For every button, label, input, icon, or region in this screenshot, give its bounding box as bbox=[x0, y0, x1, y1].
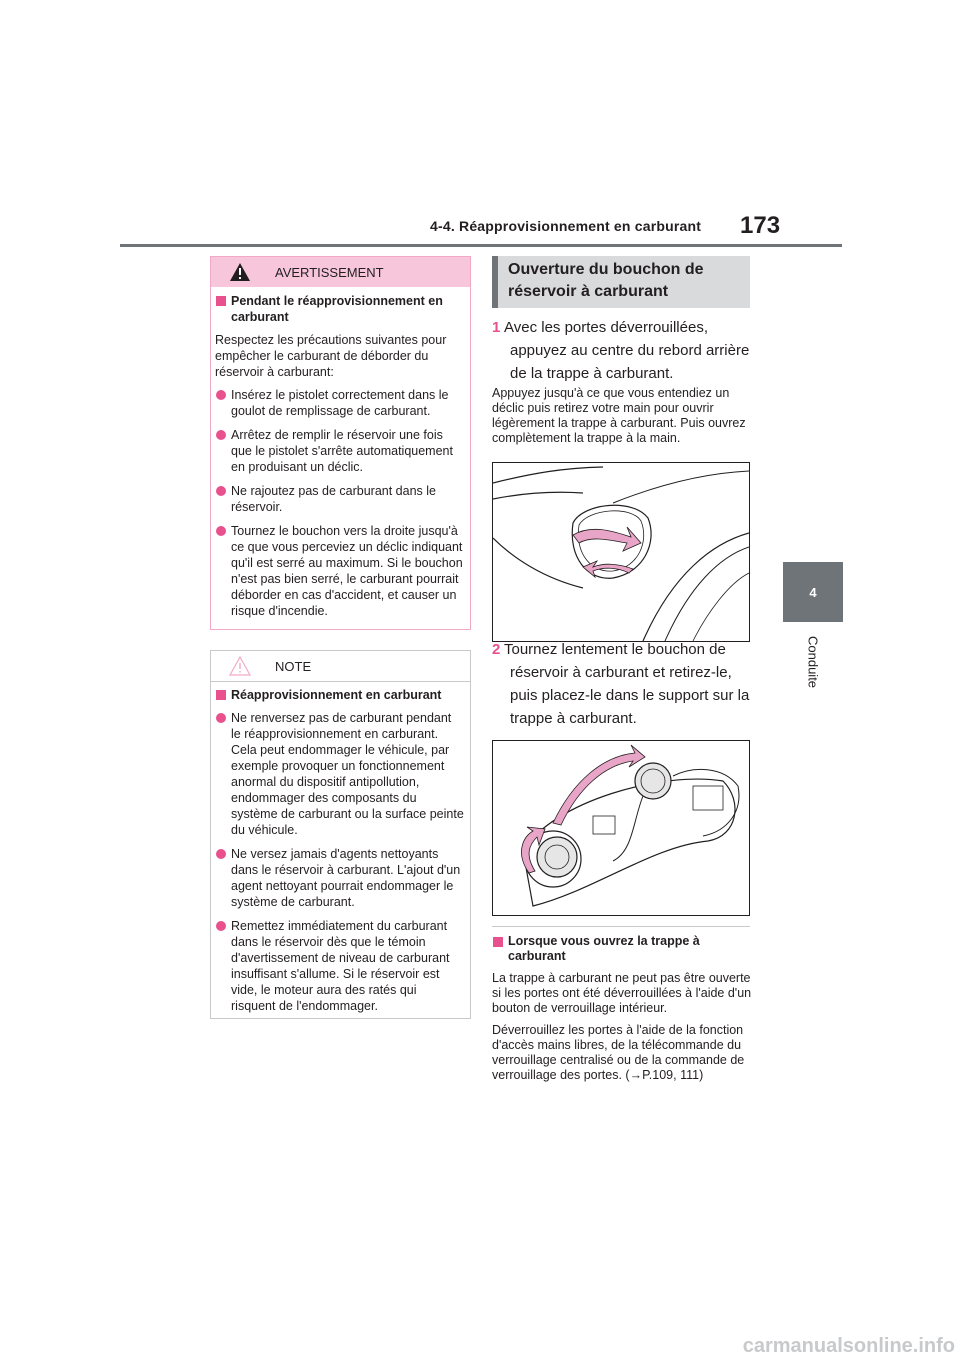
square-bullet-icon bbox=[216, 690, 226, 700]
bullet-dot-icon bbox=[216, 713, 226, 723]
warning-header bbox=[211, 257, 470, 287]
bullet-dot-icon bbox=[216, 430, 226, 440]
warning-bullet: Arrêtez de remplir le réservoir une fois que le pistolet s'arrête automatiquement en produisant un déclic. bbox=[215, 427, 464, 475]
note-title: NOTE bbox=[275, 658, 312, 674]
chapter-label: Conduite bbox=[805, 635, 821, 689]
warning-intro: Respectez les précautions suivantes pour empêcher le carburant de déborder du réservoir à carburant: bbox=[215, 333, 447, 379]
info-paragraph-1: La trappe à carburant ne peut pas être ouverte si les portes ont été déverrouillées à l'aide d'un bouton de verrouillage intérieur. bbox=[492, 971, 752, 1015]
info-block bbox=[492, 934, 752, 1090]
fuel-cap-removal-illustration bbox=[492, 740, 750, 916]
note-header bbox=[211, 651, 470, 682]
note-bullet: Ne renversez pas de carburant pendant le réapprovisionnement en carburant. Cela peut endommager le véhicule, par exemple provoquer un fonctionnement anormal du dispositif antipollution, endommager des composants du système de carburant ou la surface peinte du véhicule. bbox=[215, 710, 464, 838]
fuel-door-open-drawing bbox=[493, 463, 749, 641]
fuel-cap-removal-drawing bbox=[493, 741, 749, 915]
svg-text:carmanualsonline.info: carmanualsonline.info bbox=[742, 1335, 955, 1357]
warning-bullet: Insérez le pistolet correctement dans le goulot de remplissage de carburant. bbox=[215, 387, 464, 419]
page-number: 173 bbox=[740, 212, 781, 239]
bullet-dot-icon bbox=[216, 849, 226, 859]
note-box bbox=[210, 650, 471, 1019]
section-heading: Ouverture du bouchon de réservoir à carburant bbox=[492, 256, 750, 308]
step-1-detail: Appuyez jusqu'à ce que vous entendiez un déclic puis retirez votre main pour ouvrir légèrement la trappe à carburant. Puis ouvrez complètement la trappe à la main. bbox=[492, 386, 746, 445]
step-2: 2 Tournez lentement le bouchon de réservoir à carburant et retirez-le, puis placez-le dans le support sur la trappe à carburant. bbox=[492, 638, 762, 730]
warning-triangle-icon bbox=[229, 262, 251, 282]
note-bullet: Remettez immédiatement du carburant dans le réservoir dès que le témoin d'avertissement de niveau de carburant insuffisant s'allume. Si le réservoir est vide, le moteur aura des ratés qui risquent de l'endommager. bbox=[215, 918, 464, 1014]
info-paragraph-2: Déverrouillez les portes à l'aide de la fonction d'accès mains libres, de la télécommande du verrouillage centralisé ou de la commande de verrouillage des portes. (→P.109, 111) bbox=[492, 1023, 745, 1082]
bullet-dot-icon bbox=[216, 921, 226, 931]
step-number: 1 bbox=[492, 319, 501, 336]
warning-title: AVERTISSEMENT bbox=[275, 264, 384, 280]
bullet-dot-icon bbox=[216, 486, 226, 496]
divider bbox=[492, 926, 750, 927]
step-1: 1 Avec les portes déverrouillées, appuyez au centre du rebord arrière de la trappe à carburant. bbox=[492, 316, 762, 385]
bullet-dot-icon bbox=[216, 526, 226, 536]
note-bullet: Ne versez jamais d'agents nettoyants dans le réservoir à carburant. L'ajout d'un agent nettoyant pourrait endommager le système de carburant. bbox=[215, 846, 464, 910]
running-header: 4-4. Réapprovisionnement en carburant bbox=[430, 218, 702, 234]
warning-box bbox=[210, 256, 471, 630]
bullet-dot-icon bbox=[216, 390, 226, 400]
square-bullet-icon bbox=[493, 937, 503, 947]
warning-bullet: Tournez le bouchon vers la droite jusqu'à ce que vous perceviez un déclic indiquant qu'il est serré au maximum. Si le bouchon n'est pas bien serré, le carburant pourrait déborder en cas d'accident, et causer un risque d'incendie. bbox=[215, 523, 464, 619]
header-rule bbox=[120, 244, 842, 247]
watermark-logo bbox=[0, 1330, 960, 1358]
warning-bullet: Ne rajoutez pas de carburant dans le réservoir. bbox=[215, 483, 464, 515]
caution-triangle-icon bbox=[229, 656, 251, 676]
info-heading: Lorsque vous ouvrez la trappe à carburant bbox=[492, 934, 752, 964]
chapter-tab: 4 bbox=[783, 562, 843, 622]
footer-watermark bbox=[0, 1330, 960, 1358]
note-heading: Réapprovisionnement en carburant bbox=[215, 687, 464, 703]
warning-heading: Pendant le réapprovisionnement en carburant bbox=[215, 293, 464, 325]
fuel-door-open-illustration bbox=[492, 462, 750, 642]
step-number: 2 bbox=[492, 641, 501, 658]
square-bullet-icon bbox=[216, 296, 226, 306]
